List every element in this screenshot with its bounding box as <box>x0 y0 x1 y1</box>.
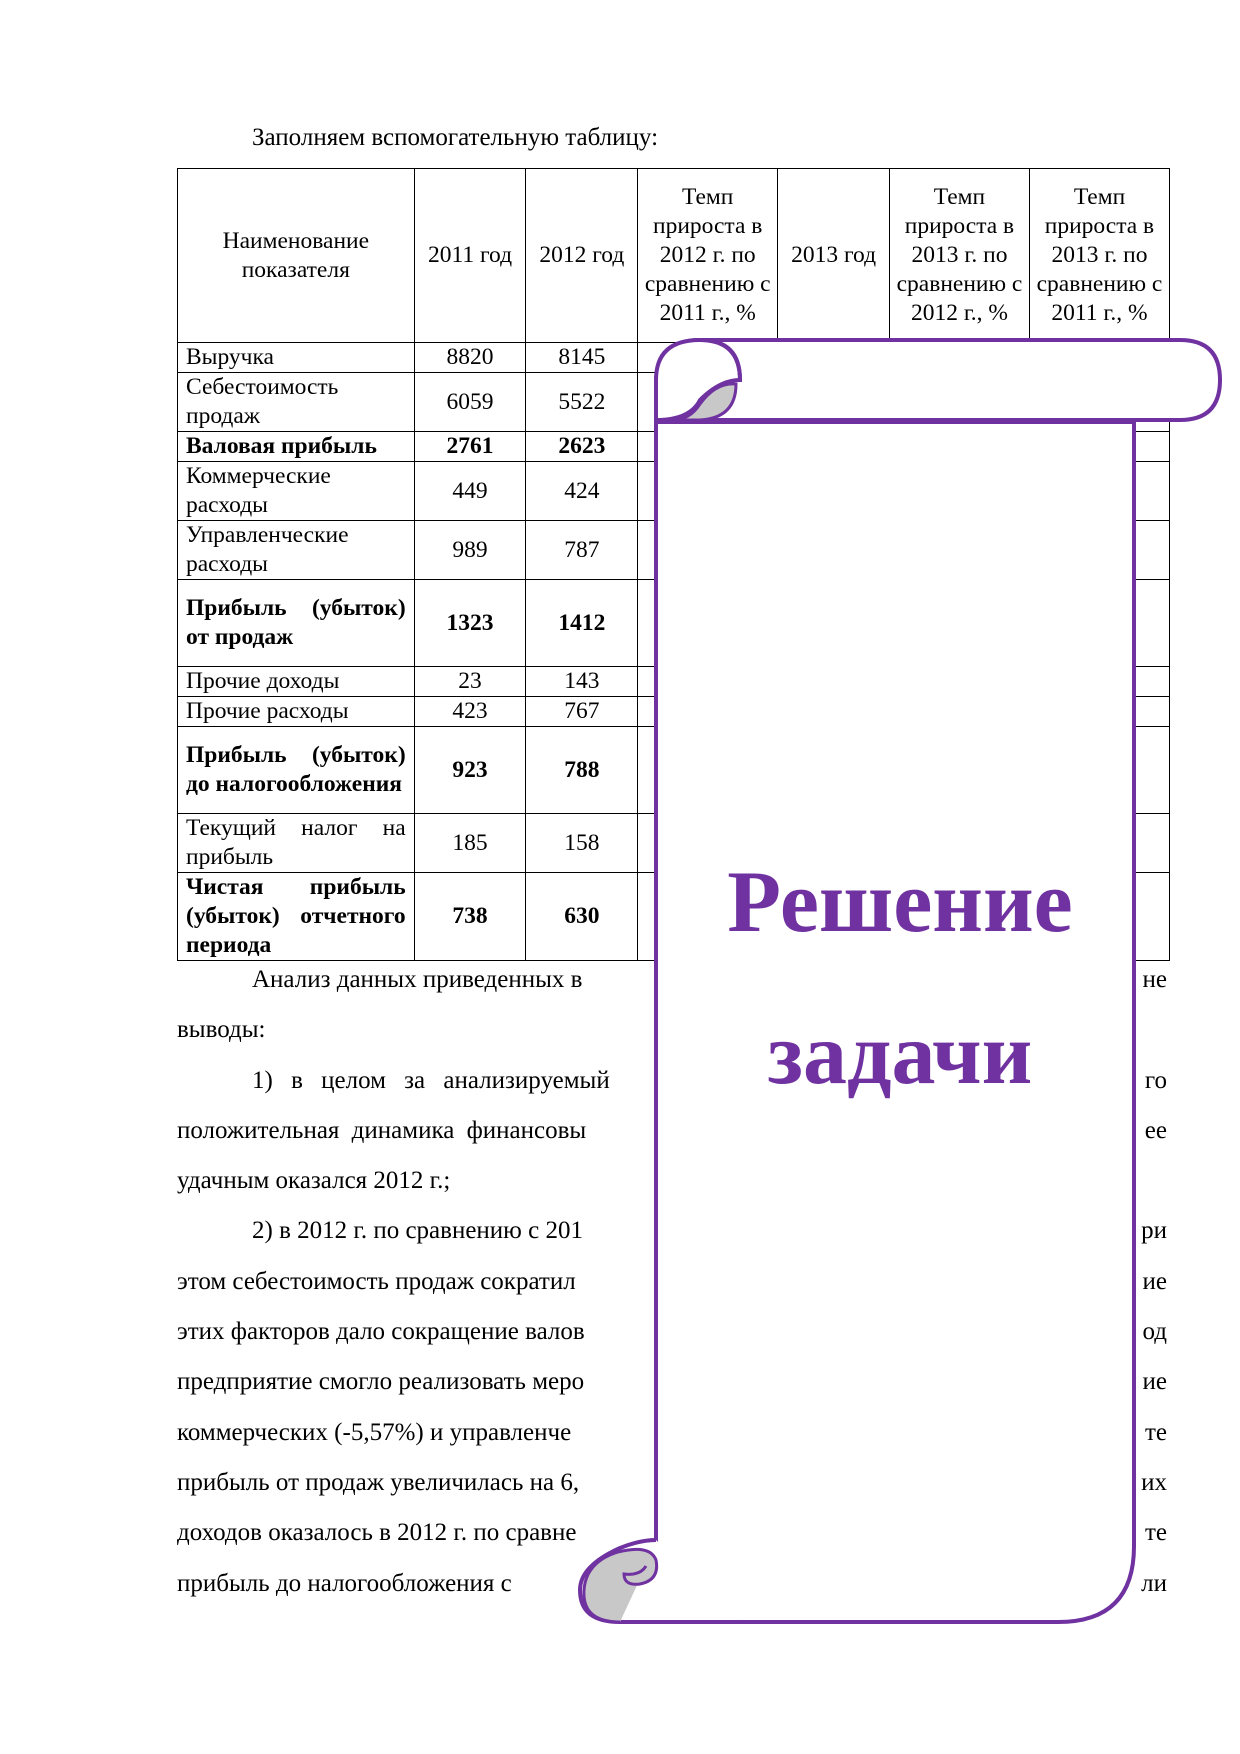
cell-2012: 767 <box>526 697 638 727</box>
intro-text: Заполняем вспомогательную таблицу: <box>252 124 659 151</box>
cell-2011: 1323 <box>414 580 526 667</box>
header-growth-2012-2011: Темп прироста в 2012 г. по сравнению с 2011 г., % <box>638 169 778 343</box>
paragraph-line: этих факторов дало сокращение валов од <box>177 1318 1167 1346</box>
cell-2011: 23 <box>414 667 526 697</box>
cell-2011: 738 <box>414 873 526 961</box>
cell-2011: 423 <box>414 697 526 727</box>
row-name: Выручка <box>178 343 415 373</box>
cell-2012: 2623 <box>526 432 638 462</box>
cell-2011: 989 <box>414 521 526 580</box>
row-name: Коммерческие расходы <box>178 462 415 521</box>
paragraph-line: доходов оказалось в 2012 г. по сравне те <box>177 1519 1167 1547</box>
cell-2011: 8820 <box>414 343 526 373</box>
paragraph-line: Анализ данных приведенных в не <box>252 966 1167 993</box>
cell-2012: 158 <box>526 814 638 873</box>
row-name: Себестоимость продаж <box>178 373 415 432</box>
cell-2011: 449 <box>414 462 526 521</box>
cell-2012: 788 <box>526 727 638 814</box>
row-name: Прочие расходы <box>178 697 415 727</box>
cell-2012: 8145 <box>526 343 638 373</box>
row-name: Прибыль (убыток) до налогообложения <box>178 727 415 814</box>
row-name: Прочие доходы <box>178 667 415 697</box>
paragraph-line: этом себестоимость продаж сократил ие <box>177 1267 1167 1295</box>
cell-2011: 185 <box>414 814 526 873</box>
cell-2012: 5522 <box>526 373 638 432</box>
row-name: Прибыль (убыток) от продаж <box>178 580 415 667</box>
cell-2011: 923 <box>414 727 526 814</box>
paragraph-line: 2) в 2012 г. по сравнению с 201 ри <box>252 1217 1167 1245</box>
paragraph-line: выводы: <box>177 1016 266 1044</box>
paragraph-line: коммерческих (-5,57%) и управленче те <box>177 1418 1167 1446</box>
header-2013: 2013 год <box>778 169 890 343</box>
cell-2012: 787 <box>526 521 638 580</box>
row-name: Чистая прибыль (убыток) отчетного периода <box>178 873 415 961</box>
cell-2012: 143 <box>526 667 638 697</box>
header-growth-2013-2011: Темп прироста в 2013 г. по сравнению с 2011 г., % <box>1029 169 1169 343</box>
scroll-title-line2: задачи <box>767 1006 1033 1103</box>
header-growth-2013-2012: Темп прироста в 2013 г. по сравнению с 2012 г., % <box>889 169 1029 343</box>
cell-2011: 2761 <box>414 432 526 462</box>
paragraph-line: прибыль от продаж увеличилась на 6, их <box>177 1468 1167 1496</box>
cell-2012: 630 <box>526 873 638 961</box>
header-2012: 2012 год <box>526 169 638 343</box>
paragraph-line: предприятие смогло реализовать меро ие <box>177 1368 1167 1396</box>
row-name: Валовая прибыль <box>178 432 415 462</box>
paragraph-line: положительная динамика финансовы ее <box>177 1116 1167 1144</box>
header-indicator: Наименование показателя <box>178 169 415 343</box>
cell-2012: 1412 <box>526 580 638 667</box>
paragraph-line: прибыль до налогообложения с ли <box>177 1569 1167 1597</box>
scroll-title-line1: Решение <box>727 854 1073 951</box>
paragraph-line: удачным оказался 2012 г.; <box>177 1167 451 1195</box>
cell-2012: 424 <box>526 462 638 521</box>
row-name: Управленческие расходы <box>178 521 415 580</box>
paragraph-line: 1) в целом за анализируемый го <box>252 1066 1167 1094</box>
row-name: Текущий налог на прибыль <box>178 814 415 873</box>
header-2011: 2011 год <box>414 169 526 343</box>
cell-2011: 6059 <box>414 373 526 432</box>
